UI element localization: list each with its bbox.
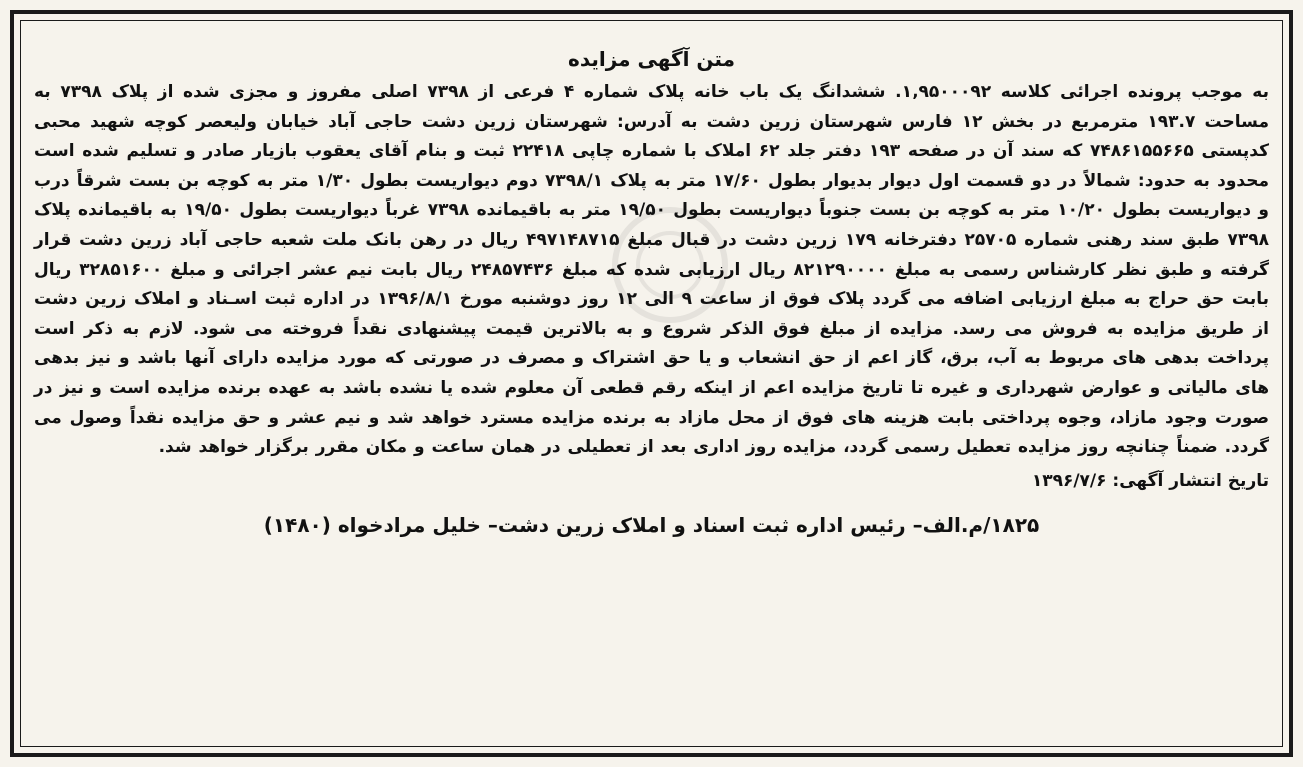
notice-body: به موجب پرونده اجرائی کلاسه ۹۵۰۰۰۹۲‚۱. ششدانگ یک باب خانه پلاک شماره ۴ فرعی از ۷۳۹۸ اصلی مفروز و مجزی شده از پلاک ۷۳۹۸ به مساحت ۱۹۳.۷ مترمربع در بخش ۱۲ فارس شهرستان زرین دشت به آدرس: شهرستان زرین دشت حاجی آباد خیابان ولیعصر کوچه شهید محبی کدپستی ۷۴۸۶۱۵۵۶۶۵ که سند آن در صفحه ۱۹۳ دفتر جلد ۶۲ املاک با شماره چاپی ۲۲۴۱۸ ثبت و بنام آقای یعقوب بازیار صادر و تسلیم شده است محدود به حدود: شمالاً در دو قسمت اول دیوار بدیوار بطول ۱۷/۶۰ متر به پلاک ۷۳۹۸/۱ دوم دیواریست بطول ۱/۳۰ متر به کوچه بن بست شرقاً درب و دیواریست بطول ۱۰/۲۰ متر به کوچه بن بست جنوباً دیواریست بطول ۱۹/۵۰ متر به باقیمانده ۷۳۹۸ غرباً دیواریست بطول ۱۹/۵۰ به باقیمانده پلاک ۷۳۹۸ طبق سند رهنی شماره ۲۵۷۰۵ دفترخانه ۱۷۹ زرین دشت در قبال مبلغ ۴۹۷۱۴۸۷۱۵ ریال در رهن بانک ملت شعبه حاجی آباد زرین دشت قرار گرفته و طبق نظر کارشناس رسمی به مبلغ ۸۲۱۲۹۰۰۰۰ ریال ارزیابی شده که مبلغ ۲۴۸۵۷۴۳۶ ریال بابت نیم عشر اجرائی و مبلغ ۳۲۸۵۱۶۰۰ ریال بابت حق حراج به مبلغ ارزیابی اضافه می گردد پلاک فوق از ساعت ۹ الی ۱۲ روز دوشنبه مورخ ۱۳۹۶/۸/۱ در اداره ثبت اسـناد و املاک زرین دشت از طریق مزایده به فروش می رسد. مزایده از مبلغ فوق الذکر شروع و به بالاترین قیمت پیشنهادی نقداً فروخته می شود. لازم به ذکر است پرداخت بدهی های مربوط به آب، برق، گاز اعم از حق انشعاب و یا حق اشتراک و مصرف در صورتی که مورد مزایده دارای آنها باشد و نیز بدهی های مالیاتی و عوارض شهرداری و غیره تا تاریخ مزایده اعم از اینکه رقم قطعی آن معلوم شده یا نشده باشد به عهده برنده مزایده است و نیز در صورت وجود مازاد، وجوه پرداختی بابت هزینه های فوق از محل مازاد به برنده مزایده مسترد خواهد شد و نیم عشر و حق مزایده نقداً وصول می گردد. ضمناً چنانچه روز مزایده تعطیل رسمی گردد، مزایده روز اداری بعد از تعطیلی در همان ساعت و مکان مقرر برگزار خواهد شد. <box>34 82 1270 458</box>
notice-title: متن آگهی مزایده <box>568 47 735 71</box>
notice-signature: ۱۸۲۵/م.الف– رئیس اداره ثبت اسناد و املاک زرین دشت– خلیل مرادخواه (۱۴۸۰) <box>263 513 1040 538</box>
notice-content <box>34 44 1269 733</box>
publication-date: تاریخ انتشار آگهی: ۱۳۹۶/۷/۶ <box>1031 470 1269 491</box>
